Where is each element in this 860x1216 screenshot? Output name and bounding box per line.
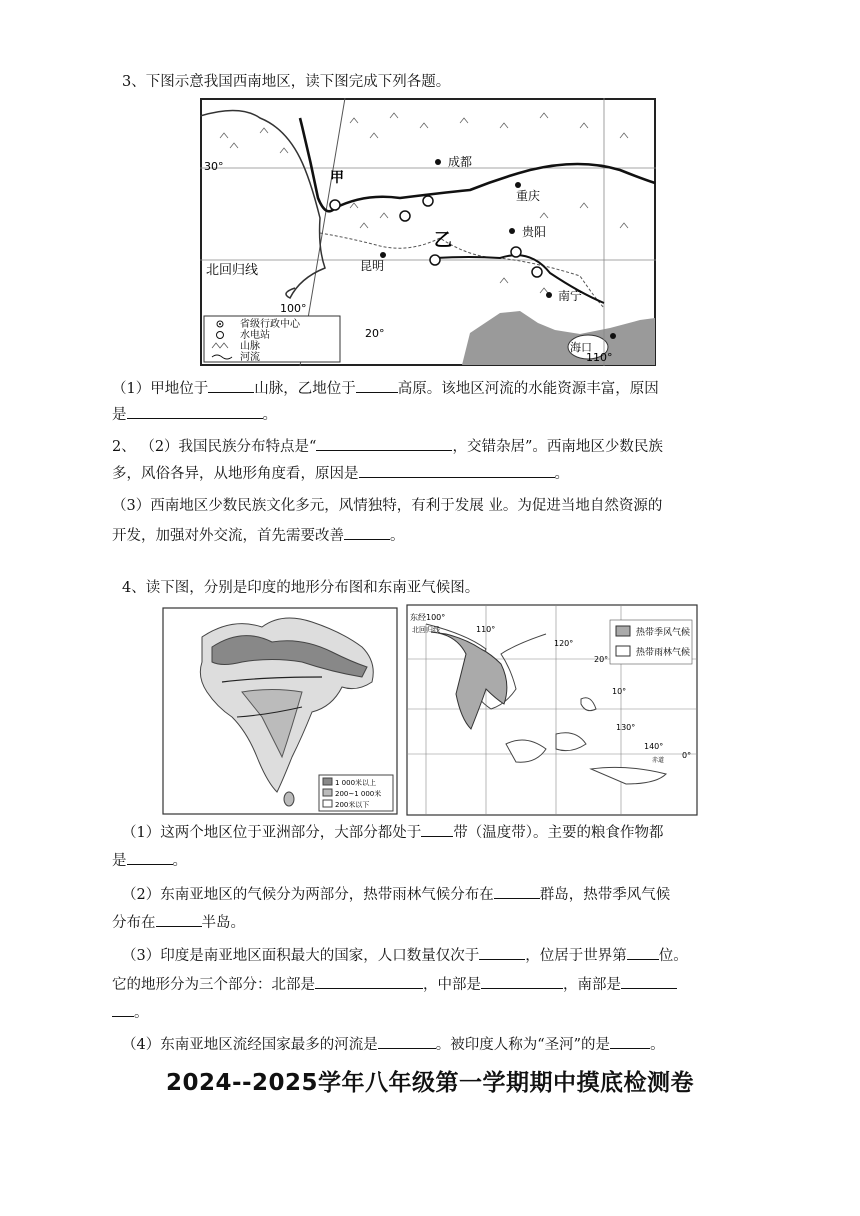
sea-lat20: 20° — [594, 655, 609, 664]
sea-equator: 赤道 — [652, 757, 665, 764]
marker-yi: 乙 — [434, 230, 452, 251]
sea-lon110: 110° — [476, 625, 496, 634]
india-legend-high: 1 000米以上 — [335, 779, 377, 787]
city-chongqing: 重庆 — [516, 189, 541, 203]
legend-river: 河流 — [240, 352, 260, 363]
sea-lat0: 0° — [682, 751, 692, 760]
q4-p3: （3）印度是南亚地区面积最大的国家，人口数量仅次于 ，位居于世界第 位。 — [122, 945, 688, 966]
city-chengdu: 成都 — [448, 155, 473, 169]
q3-heading: 3、下图示意我国西南地区，读下图完成下列各题。 — [122, 74, 451, 90]
q3-p3: （3）西南地区少数民族文化多元，风情独特，有利于发展 业。为促进当地自然资源的 — [112, 498, 663, 514]
q4-p2-cont: 分布在 半岛。 — [112, 912, 245, 933]
q4-p1-cont: 是 。 — [112, 850, 187, 871]
city-kunming: 昆明 — [360, 259, 385, 273]
blank-population-first[interactable] — [479, 945, 525, 960]
blank-south-terrain-cont[interactable] — [112, 1002, 134, 1017]
marker-jia: 甲 — [330, 170, 344, 186]
lon-100: 100° — [280, 302, 307, 315]
india-terrain-map — [162, 607, 398, 815]
sea-legend-rainforest: 热带雨林气候 — [636, 648, 691, 658]
q3-p2: 2、 （2）我国民族分布特点是“ ，交错杂居”。西南地区少数民族 — [112, 436, 663, 457]
sea-lon130: 130° — [616, 723, 636, 732]
blank-yi-plateau[interactable] — [356, 378, 398, 393]
q4-p3-cont: 它的地形分为三个部分：北部是 ，中部是 ，南部是 — [112, 974, 677, 995]
blank-holy-river[interactable] — [610, 1034, 650, 1049]
q3-p1-cont: 是 。 — [112, 404, 277, 425]
blank-improve[interactable] — [344, 525, 390, 540]
q4-p3-end: 。 — [112, 1002, 149, 1023]
q4-p2: （2）东南亚地区的气候分为两部分，热带雨林气候分布在 群岛，热带季风气候 — [122, 884, 670, 905]
sea-tropic: 北回归线 — [412, 626, 440, 634]
lat-30: 30° — [204, 160, 224, 173]
blank-north-terrain[interactable] — [315, 974, 423, 989]
q4-p1: （1）这两个地区位于亚洲部分，大部分都处于 带（温度带）。主要的粮食作物都 — [122, 822, 663, 843]
sea-lat10: 10° — [612, 687, 627, 696]
blank-hydro-reason[interactable] — [127, 404, 263, 419]
q3-p2-cont: 多，风俗各异，从地形角度看，原因是 。 — [112, 463, 569, 484]
blank-jia-mountain[interactable] — [208, 378, 254, 393]
lat-20: 20° — [365, 327, 385, 340]
sea-lon100: 东经100° — [410, 613, 446, 622]
q3-p1: （1）甲地位于 山脉，乙地位于 高原。该地区河流的水能资源丰富，原因 — [112, 378, 659, 399]
blank-terrain-reason[interactable] — [359, 463, 555, 478]
tropic-label: 北回归线 — [206, 263, 259, 278]
legend-hydro: 水电站 — [240, 330, 270, 341]
blank-archipelago[interactable] — [494, 884, 540, 899]
city-guiyang: 贵阳 — [522, 225, 547, 239]
city-nanning: 南宁 — [558, 289, 583, 303]
sea-lon140: 140° — [644, 742, 664, 751]
blank-mekong[interactable] — [378, 1034, 436, 1049]
blank-ethnic-feature[interactable] — [316, 436, 452, 451]
q4-p4: （4）东南亚地区流经国家最多的河流是 。被印度人称为“圣河”的是 。 — [122, 1034, 665, 1055]
blank-peninsula[interactable] — [156, 912, 202, 927]
blank-middle-terrain[interactable] — [481, 974, 563, 989]
lon-110: 110° — [586, 351, 613, 364]
city-haikou: 海口 — [570, 341, 592, 354]
legend-capital: 省级行政中心 — [240, 319, 300, 330]
exam-title: 2024--2025学年八年级第一学期期中摸底检测卷 — [165, 1070, 695, 1096]
q4-heading: 4、读下图，分别是印度的地形分布图和东南亚气候图。 — [122, 580, 480, 596]
sea-legend-monsoon: 热带季风气候 — [636, 628, 691, 638]
sea-lon120: 120° — [554, 639, 574, 648]
legend-mountain: 山脉 — [240, 341, 260, 352]
blank-food-crop[interactable] — [127, 850, 173, 865]
blank-south-terrain[interactable] — [621, 974, 677, 989]
q3-p3-cont: 开发，加强对外交流，首先需要改善 。 — [112, 525, 405, 546]
blank-rank[interactable] — [627, 945, 659, 960]
india-legend-mid: 200~1 000米 — [335, 790, 382, 798]
india-legend-low: 200米以下 — [335, 801, 370, 809]
blank-temp-zone[interactable] — [421, 822, 453, 837]
southwest-china-map — [200, 98, 656, 366]
southeast-asia-climate-map — [406, 604, 698, 816]
